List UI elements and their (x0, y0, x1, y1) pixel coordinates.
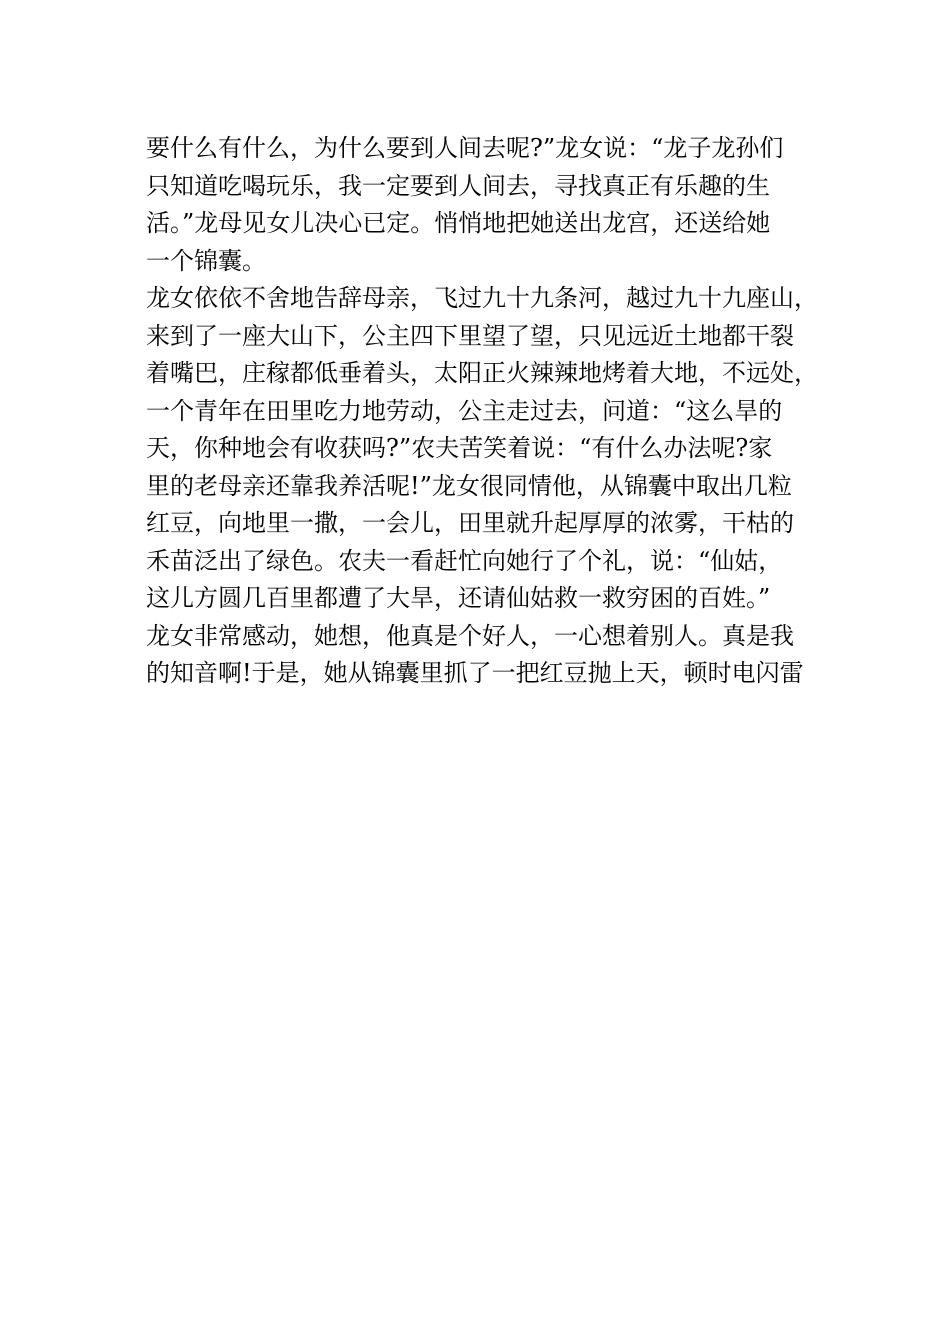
body-text (146, 130, 826, 693)
text-line: 一个青年在田里吃力地劳动，公主走过去，问道：“这么旱的 (146, 396, 783, 425)
text-line: 着嘴巴，庄稼都低垂着头，太阳正火辣辣地烤着大地，不远处， (146, 359, 818, 387)
text-line: 来到了一座大山下，公主四下里望了望，只见远近土地都干裂 (146, 321, 794, 350)
text-line: 一个锦囊。 (146, 246, 266, 275)
text-line: 龙女依依不舍地告辞母亲，飞过九十九条河，越过九十九座山， (146, 284, 818, 312)
text-line: 红豆，向地里一撒，一会儿，田里就升起厚厚的浓雾，干枯的 (146, 509, 794, 537)
text-line: 只知道吃喝玩乐，我一定要到人间去，寻找真正有乐趣的生 (146, 171, 770, 200)
text-line: 禾苗泛出了绿色。农夫一看赶忙向她行了个礼，说：“仙姑， (146, 546, 783, 575)
text-line: 这儿方圆几百里都遭了大旱，还请仙姑救一救穷困的百姓。” (146, 584, 771, 612)
text-line: 的知音啊!于是，她从锦囊里抓了一把红豆抛上天，顿时电闪雷 (146, 659, 804, 687)
text-line: 里的老母亲还靠我养活呢!”龙女很同情他，从锦囊中取出几粒 (146, 471, 792, 500)
text-line: 龙女非常感动，她想，他真是个好人，一心想着别人。真是我 (146, 621, 794, 650)
text-line: 活。”龙母见女儿决心已定。悄悄地把她送出龙宫，还送给她 (146, 209, 771, 237)
text-line: 天，你种地会有收获吗?”农夫苦笑着说：“有什么办法呢?家 (146, 434, 773, 462)
text-line: 要什么有什么，为什么要到人间去呢?”龙女说：“龙子龙孙们 (146, 134, 784, 162)
